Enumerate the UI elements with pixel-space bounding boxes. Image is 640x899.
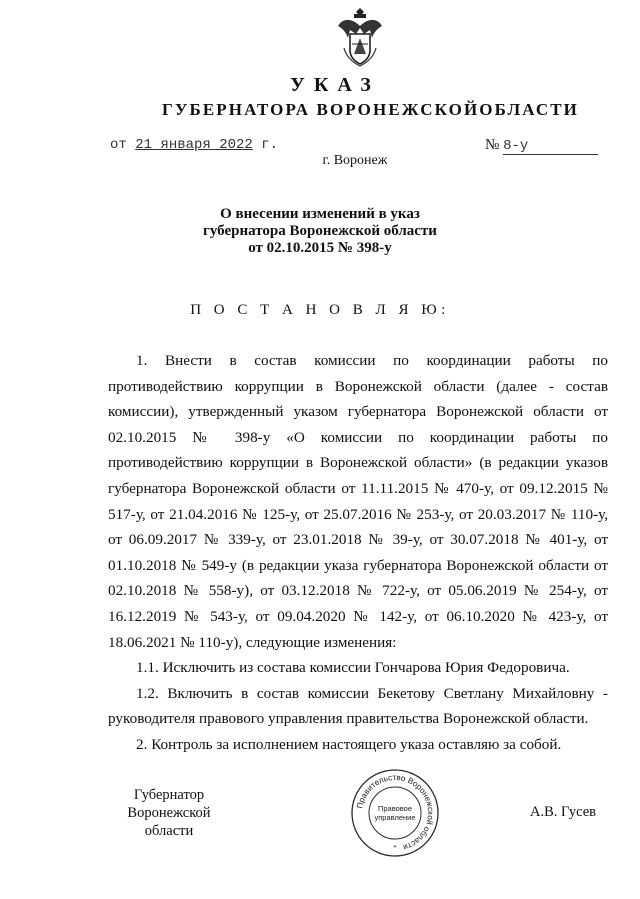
position-line: Губернатор bbox=[133, 787, 205, 803]
document-body bbox=[108, 348, 608, 758]
stamp-center-line: Правовое bbox=[377, 804, 413, 813]
subject-line: от 02.10.2015 № 398-у bbox=[248, 240, 392, 256]
stamp-ring-text: Правительство Воронежской области bbox=[355, 772, 436, 852]
decree-word: П О С Т А Н О В Л Я Ю: bbox=[190, 302, 450, 318]
subject-line: губернатора Воронежской области bbox=[203, 223, 437, 239]
subject-line: О внесении изменений в указ bbox=[220, 206, 420, 222]
position-line: Воронежской области bbox=[127, 805, 211, 839]
signatory-position bbox=[104, 786, 234, 840]
city: г. Воронеж bbox=[322, 153, 388, 168]
document-issuer: ГУБЕРНАТОРА ВОРОНЕЖСКОЙОБЛАСТИ bbox=[162, 100, 579, 119]
number-prefix: № bbox=[485, 137, 500, 153]
paragraph: 1.1. Исключить из состава комиссии Гончарова Юрия Федоровича. bbox=[136, 659, 570, 677]
stamp-center-text bbox=[350, 804, 440, 822]
date-prefix: от bbox=[110, 137, 127, 153]
date-suffix: г. bbox=[261, 137, 279, 153]
document-date bbox=[110, 137, 278, 153]
svg-text:*: * bbox=[393, 844, 397, 852]
stamp-center-line: управление bbox=[374, 813, 416, 822]
date-value: 21 января 2022 bbox=[135, 137, 253, 153]
signatory-name: А.В. Гусев bbox=[530, 804, 596, 820]
number-value: 8-у bbox=[503, 138, 598, 155]
coat-of-arms-icon bbox=[334, 8, 386, 68]
paragraph: 1.2. Включить в состав комиссии Бекетову Светлану Михайловну - руководителя правового управления правительства Воронежской области. bbox=[108, 684, 608, 728]
document-title: УКАЗ bbox=[290, 74, 380, 96]
paragraph: 2. Контроль за исполнением настоящего указа оставляю за собой. bbox=[136, 735, 562, 753]
paragraph: 1. Внести в состав комиссии по координации работы по противодействию коррупции в Воронежской области (далее - состав комиссии), утвержденный указом губернатора Воронежской области от 02.10.2015 № 398-у «О комиссии по координации работы по противодействию коррупции в Воронежской области» (в редакции указов губернатора Воронежской области от 11.11.2015 № 470-у, от 09.12.2015 № 517-у, от 21.04.2016 № 125-у, от 25.07.2016 № 253-у, от 20.03.2017 № 110-у, от 06.09.2017 № 339-у, от 23.01.2018 № 39-у, от 30.07.2018 № 401-у, от 01.10.2018 № 549-у (в редакции указа губернатора Воронежской области от 02.10.2018 № 558-у), от 03.12.2018 № 722-у, от 05.06.2019 № 254-у, от 16.12.2019 № 543-у, от 09.04.2020 № 142-у, от 06.10.2020 № 423-у, от 18.06.2021 № 110-у), следующие изменения: bbox=[108, 352, 608, 651]
official-stamp bbox=[350, 768, 440, 858]
document-subject bbox=[0, 206, 640, 257]
